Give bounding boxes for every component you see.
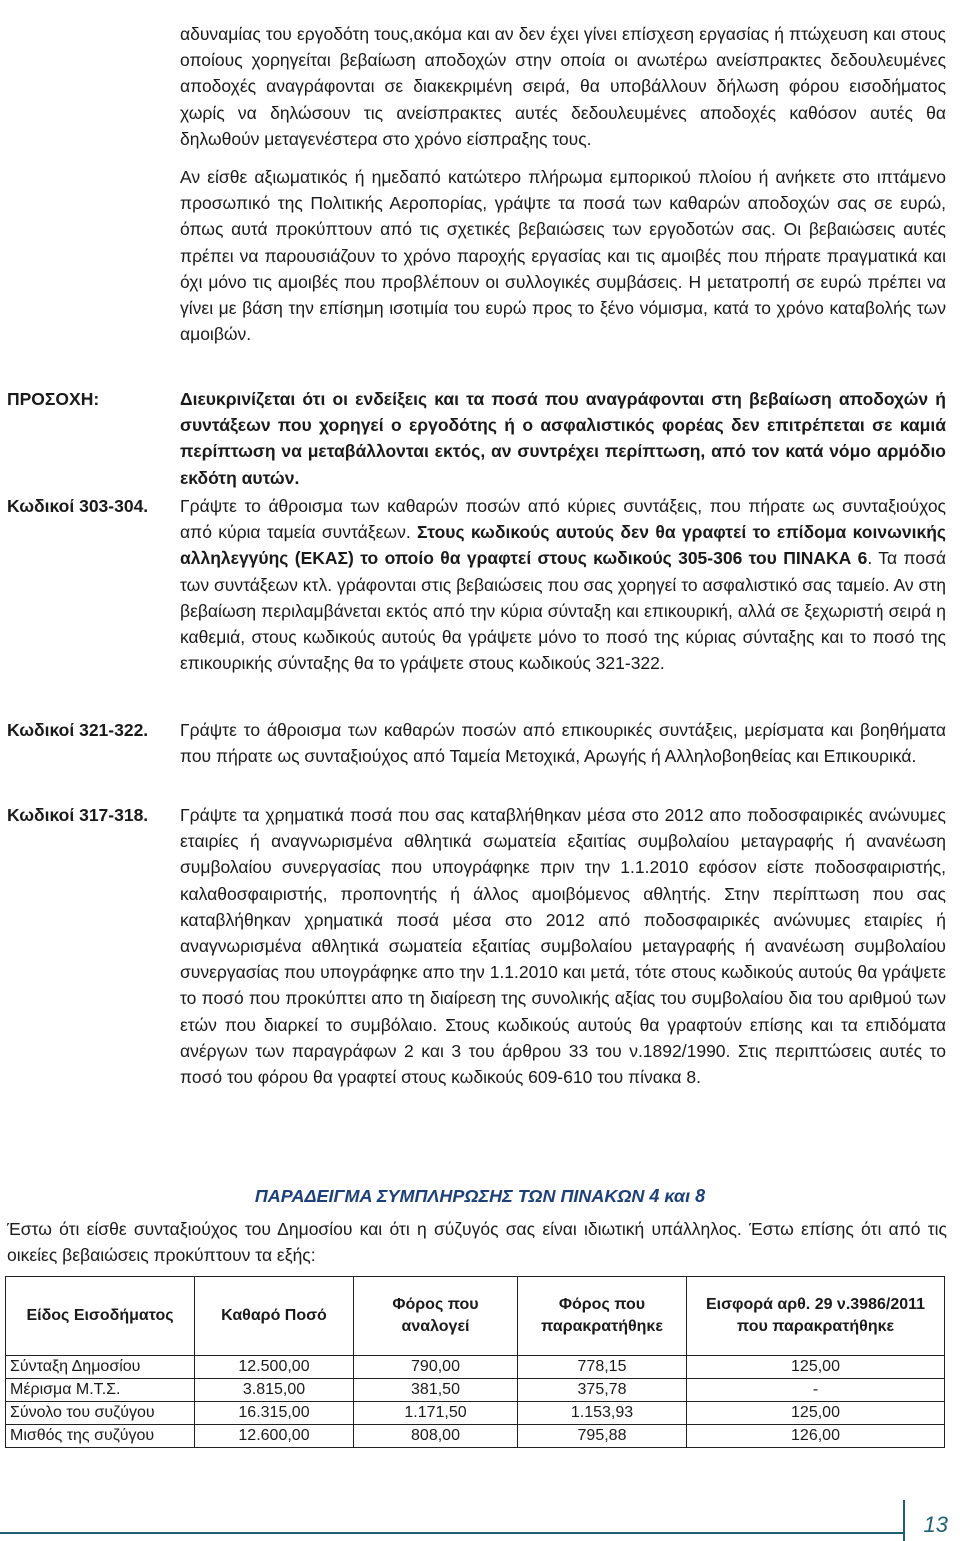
cell-tax-due: 790,00 bbox=[354, 1356, 518, 1379]
cell-income-type: Σύνολο του συζύγου bbox=[6, 1402, 195, 1425]
cell-net-amount: 12.600,00 bbox=[195, 1425, 354, 1448]
table-row bbox=[6, 1425, 945, 1448]
warning-text: Διευκρινίζεται ότι οι ενδείξεις και τα ποσά που αναγράφονται στη βεβαίωση αποδοχών ή συντάξεων που χορηγεί ο εργοδότης ή ο ασφαλιστικός φορέας δεν επιτρέπεται σε καμιά περίπτωση να μεταβάλλονται εκτός, αν συντρέχει περίπτωση, από τον κατά νόμο αρμόδιο εκδότη αυτών. bbox=[180, 389, 946, 488]
header-net-amount: Καθαρό Ποσό bbox=[195, 1277, 354, 1356]
example-intro: Έστω ότι είσθε συνταξιούχος του Δημοσίου και ότι η σύζυγός σας είναι ιδιωτική υπάλληλος. Έστω επίσης ότι από τις οικείες βεβαιώσεις προκύπτουν τα εξής: bbox=[7, 1219, 947, 1266]
cell-net-amount: 16.315,00 bbox=[195, 1402, 354, 1425]
cell-tax-withheld: 1.153,93 bbox=[518, 1402, 687, 1425]
codes-303-304-text-a: Γράψτε το άθροισμα των καθαρών ποσών από κύριες συντάξεις, που πήρατε ως συνταξιούχος από κύρια ταμεία συντάξεων. bbox=[180, 496, 946, 543]
table-row bbox=[6, 1356, 945, 1379]
cell-tax-due: 808,00 bbox=[354, 1425, 518, 1448]
header-tax-withheld: Φόρος που παρακρατήθηκε bbox=[518, 1277, 687, 1356]
codes-317-318-label: Κωδικοί 317-318. bbox=[7, 805, 149, 825]
codes-321-322-label: Κωδικοί 321-322. bbox=[7, 720, 149, 740]
cell-income-type: Μέρισμα Μ.Τ.Σ. bbox=[6, 1379, 195, 1402]
cell-tax-withheld: 778,15 bbox=[518, 1356, 687, 1379]
header-income-type: Είδος Εισοδήματος bbox=[6, 1277, 195, 1356]
codes-303-304-label: Κωδικοί 303-304. bbox=[7, 496, 149, 516]
header-tax-due: Φόρος που αναλογεί bbox=[354, 1277, 518, 1356]
codes-321-322-text: Γράψτε το άθροισμα των καθαρών ποσών από επικουρικές συντάξεις, μερίσματα και βοηθήματα που πήρατε ως συνταξιούχος από Ταμεία Μετοχικά, Αρωγής ή Αλληλοβοηθείας και Επικουρικά. bbox=[180, 720, 946, 767]
codes-303-304-text-c: . Τα ποσά των συντάξεων κτλ. γράφονται στις βεβαιώσεις που σας χορηγεί το ασφαλιστικό σας ταμείο. Αν στη βεβαίωση περιλαμβάνεται εκτός από την κύρια σύνταξη και επικουρική, αλλά σε ξεχωριστή σειρά η καθεμιά, στους κωδικούς αυτούς θα γράψετε μόνο το ποσό της κύριας σύνταξης και το ποσό της επικουρικής σύνταξης θα το γράψετε στους κωδικούς 321-322. bbox=[180, 548, 946, 674]
table-row bbox=[6, 1402, 945, 1425]
cell-contribution: - bbox=[687, 1379, 945, 1402]
page-number: 13 bbox=[923, 1512, 948, 1537]
cell-contribution: 126,00 bbox=[687, 1425, 945, 1448]
cell-income-type: Σύνταξη Δημοσίου bbox=[6, 1356, 195, 1379]
cell-income-type: Μισθός της συζύγου bbox=[6, 1425, 195, 1448]
codes-317-318-text: Γράψτε τα χρηματικά ποσά που σας καταβλήθηκαν μέσα στο 2012 απο ποδοσφαιρικές ανώνυμες εταιρίες ή αναγνωρισμένα αθλητικά σωματεία εξαιτίας συμβολαίου μεταγραφής ή ανανέωση συμβολαίου συνεργασίας που υπογράφηκε πριν την 1.1.2010 εφόσον είστε ποδοσφαιριστής, καλαθοσφαιριστής, προπονητής ή άλλος αμοιβόμενος αθλητής. Στην περίπτωση που σας καταβλήθηκαν χρηματικά ποσά μέσα στο 2012 από ποδοσφαιρικές ανώνυμες εταιρίες ή αναγνωρισμένα αθλητικά σωματεία εξαιτίας συμβολαίου μεταγραφής ή ανανέωση συμβολαίου συνεργασίας που υπογράφηκε απο την 1.1.2010 και μετά, τότε στους κωδικούς αυτούς θα γράψετε το ποσό που προκύπτει απο τη διαίρεση της συνολικής αξίας του συμβολαίου δια του αριθμού των ετών που διαρκεί το συμβόλαιο. Στους κωδικούς αυτούς θα γραφτούν επίσης και τα επιδόματα ανέργων των παραγράφων 2 και 3 του άρθρου 33 του ν.1892/1990. Στις περιπτώσεις αυτές το ποσό του φόρου θα γραφτεί στους κωδικούς 609-610 του πίνακα 8. bbox=[180, 805, 946, 1088]
cell-net-amount: 3.815,00 bbox=[195, 1379, 354, 1402]
codes-303-304-text-bold: Στους κωδικούς αυτούς δεν θα γραφτεί το επίδομα κοινωνικής αλληλεγγύης (ΕΚΑΣ) το οποίο θα γραφτεί στους κωδικούς 305-306 του ΠΙΝΑΚΑ 6 bbox=[180, 522, 946, 569]
example-title: ΠΑΡΑΔΕΙΓΜΑ ΣΥΜΠΛΗΡΩΣΗΣ ΤΩΝ ΠΙΝΑΚΩΝ 4 και 8 bbox=[254, 1186, 706, 1206]
footer-vertical-rule bbox=[903, 1500, 905, 1541]
example-table bbox=[5, 1276, 945, 1448]
cell-tax-due: 1.171,50 bbox=[354, 1402, 518, 1425]
header-contribution: Εισφορά αρθ. 29 ν.3986/2011 που παρακρατήθηκε bbox=[687, 1277, 945, 1356]
cell-tax-withheld: 795,88 bbox=[518, 1425, 687, 1448]
cell-tax-due: 381,50 bbox=[354, 1379, 518, 1402]
cell-contribution: 125,00 bbox=[687, 1356, 945, 1379]
table-row bbox=[6, 1379, 945, 1402]
paragraph-ship-crew: Αν είσθε αξιωματικός ή ημεδαπό κατώτερο πλήρωμα εμπορικού πλοίου ή ανήκετε στο ιπτάμενο προσωπικό της Πολιτικής Αεροπορίας, γράψτε τα ποσά των καθαρών αποδοχών σας σε ευρώ, όπως αυτά προκύπτουν από τις σχετικές βεβαιώσεις των εργοδοτών σας. Οι βεβαιώσεις αυτές πρέπει να παρουσιάζουν το χρόνο παροχής εργασίας και τις αμοιβές που πήρατε πραγματικά και όχι μόνο τις αμοιβές που προβλέπουν οι συλλογικές συμβάσεις. Η μετατροπή σε ευρώ πρέπει να γίνει με βάση την επίσημη ισοτιμία του ευρώ προς το ξένο νόμισμα, κατά το χρόνο καταβολής των αμοιβών. bbox=[180, 167, 946, 345]
cell-tax-withheld: 375,78 bbox=[518, 1379, 687, 1402]
table-header-row bbox=[6, 1277, 945, 1356]
warning-label: ΠΡΟΣΟΧΗ: bbox=[7, 389, 100, 409]
cell-contribution: 125,00 bbox=[687, 1402, 945, 1425]
paragraph-unpaid-wages: αδυναμίας του εργοδότη τους,ακόμα και αν δεν έχει γίνει επίσχεση εργασίας ή πτώχευση και στους οποίους χορηγείται βεβαίωση αποδοχών στην οποία οι ανωτέρω ανείσπρακτες δεδουλευμένες αποδοχές αναγράφονται σε διακεκριμένη σειρά, θα υποβάλλουν δήλωση φόρου εισοδήματος χωρίς να δηλώσουν τις ανείσπρακτες αυτές δεδουλευμένες αποδοχές καθόσον αυτές θα δηλωθούν μεταγενέστερα στο χρόνο είσπραξης τους. bbox=[180, 24, 946, 149]
cell-net-amount: 12.500,00 bbox=[195, 1356, 354, 1379]
codes-303-304-text bbox=[180, 493, 946, 676]
footer-rule bbox=[0, 1532, 903, 1534]
